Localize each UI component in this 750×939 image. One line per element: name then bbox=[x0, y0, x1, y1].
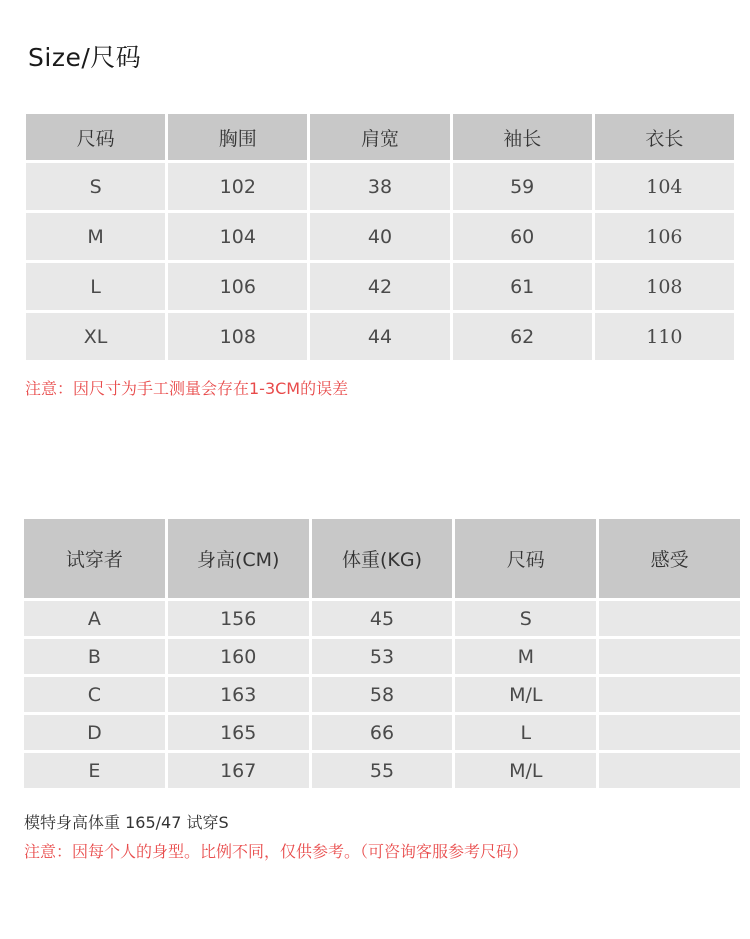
size-table-header-cell: 尺码 bbox=[26, 114, 165, 160]
size-table-cell: 44 bbox=[310, 313, 449, 360]
size-table-cell: XL bbox=[26, 313, 165, 360]
fit-table-cell bbox=[599, 601, 740, 636]
fit-table-cell: L bbox=[455, 715, 596, 750]
fit-table-cell: 58 bbox=[312, 677, 453, 712]
size-table-cell: 40 bbox=[310, 213, 449, 260]
size-table-cell: L bbox=[26, 263, 165, 310]
size-table-cell: 62 bbox=[453, 313, 592, 360]
size-table-cell: 108 bbox=[595, 263, 734, 310]
fit-table-cell: 163 bbox=[168, 677, 309, 712]
fit-table-cell: 160 bbox=[168, 639, 309, 674]
fit-table-header-cell: 尺码 bbox=[455, 519, 596, 598]
size-table-cell: 106 bbox=[168, 263, 307, 310]
fit-table-cell: 45 bbox=[312, 601, 453, 636]
size-measurement-note: 注意：因尺寸为手工测量会存在1-3CM的误差 bbox=[25, 379, 349, 398]
fit-table-cell: B bbox=[24, 639, 165, 674]
fit-table-header-cell: 试穿者 bbox=[24, 519, 165, 598]
size-table-header-cell: 袖长 bbox=[453, 114, 592, 160]
size-table-cell: 106 bbox=[595, 213, 734, 260]
size-table-cell: 110 bbox=[595, 313, 734, 360]
fit-table-cell: D bbox=[24, 715, 165, 750]
size-table-header-cell: 胸围 bbox=[168, 114, 307, 160]
fit-table-header-cell: 身高(CM) bbox=[168, 519, 309, 598]
fit-table-cell bbox=[599, 677, 740, 712]
fit-table-cell: 53 bbox=[312, 639, 453, 674]
fit-table-cell: 165 bbox=[168, 715, 309, 750]
fit-table-cell: M/L bbox=[455, 677, 596, 712]
size-table-header-cell: 衣长 bbox=[595, 114, 734, 160]
model-measurements-note: 模特身高体重 165/47 试穿S bbox=[24, 813, 229, 832]
size-table-cell: 59 bbox=[453, 163, 592, 210]
fit-table-cell bbox=[599, 753, 740, 788]
fit-table-cell: M bbox=[455, 639, 596, 674]
size-table-cell: M bbox=[26, 213, 165, 260]
fit-table-cell bbox=[599, 639, 740, 674]
fit-table-cell: 55 bbox=[312, 753, 453, 788]
size-table-cell: 102 bbox=[168, 163, 307, 210]
fit-reference-note: 注意：因每个人的身型。比例不同，仅供参考。（可咨询客服参考尺码） bbox=[24, 842, 529, 861]
fit-table-cell: C bbox=[24, 677, 165, 712]
size-table-cell: 104 bbox=[595, 163, 734, 210]
fit-table-header-cell: 感受 bbox=[599, 519, 740, 598]
size-table-header-cell: 肩宽 bbox=[310, 114, 449, 160]
fit-table-header-cell: 体重(KG) bbox=[312, 519, 453, 598]
page-title: Size/尺码 bbox=[28, 43, 142, 72]
fit-table-cell: M/L bbox=[455, 753, 596, 788]
fit-table-cell bbox=[599, 715, 740, 750]
fit-table-cell: A bbox=[24, 601, 165, 636]
size-table bbox=[26, 114, 734, 360]
size-table-cell: 61 bbox=[453, 263, 592, 310]
size-table-cell: S bbox=[26, 163, 165, 210]
size-table-cell: 104 bbox=[168, 213, 307, 260]
size-table-cell: 42 bbox=[310, 263, 449, 310]
fit-table-cell: 66 bbox=[312, 715, 453, 750]
size-table-cell: 38 bbox=[310, 163, 449, 210]
fit-table-cell: 167 bbox=[168, 753, 309, 788]
size-table-cell: 108 bbox=[168, 313, 307, 360]
fit-table bbox=[24, 519, 740, 788]
fit-table-cell: 156 bbox=[168, 601, 309, 636]
fit-table-cell: S bbox=[455, 601, 596, 636]
size-table-cell: 60 bbox=[453, 213, 592, 260]
fit-table-cell: E bbox=[24, 753, 165, 788]
